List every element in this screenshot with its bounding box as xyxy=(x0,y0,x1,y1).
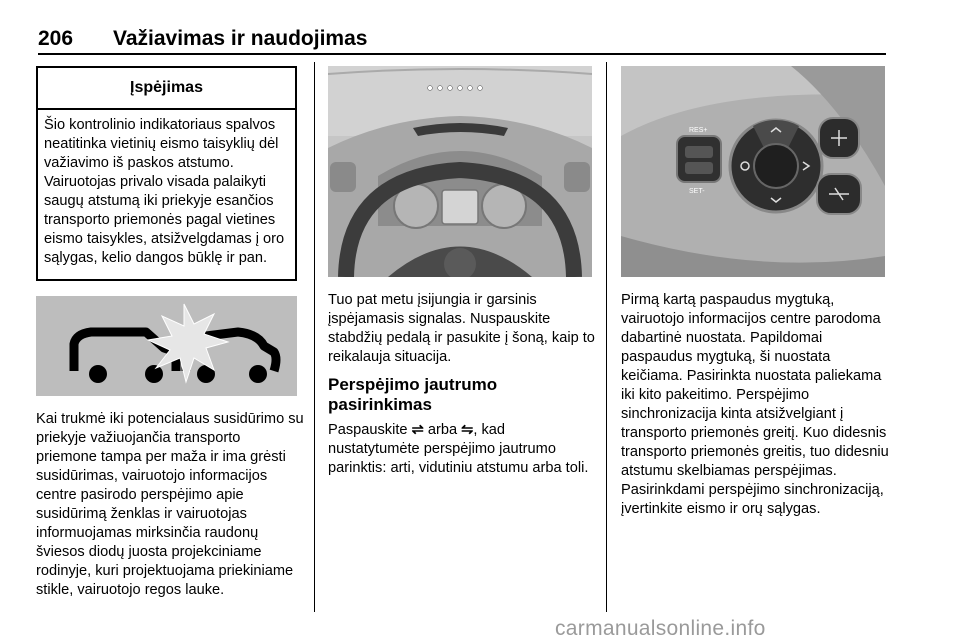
paragraph2-text-start: Paspauskite xyxy=(328,422,408,438)
page-title: Važiavimas ir naudojimas xyxy=(113,27,368,50)
paragraph2-text-end: , kad nustatytumėte perspėjimo jautrumo parinktis: arti, vidutiniu atstumu arba toli. xyxy=(328,422,589,476)
column1-paragraph: Kai trukmė iki potencialaus susidūrimo su priekyje važiuojančia transporto priemone tampa per maža ir ima grėsti susidūrimas, vairuotojo informacijos centre pasirodo perspėjimo apie susidūrimą ženklas ir vairuotojas informuojamas mirksinčia raudonų šviesos diodų juosta projekciniame rodinyje, kuri projektuojama priekiniame stikle, vairuotojo regos lauke. xyxy=(36,411,304,598)
res-plus-label: RES+ xyxy=(689,127,708,134)
footer-watermark: carmanualsonline.info xyxy=(555,617,766,640)
warning-text: Šio kontrolinio indikatoriaus spalvos neatitinka vietinių eismo taisyklių dėl važiavimo iš paskos atstumo. Vairuotojas privalo visada palaikyti saugų atstumą iki priekyje esančios transporto priemonės pagal vietines eismo taisykles, atsižvelgdamas į oro sąlygas, kelio dangos būklę ir pan. xyxy=(44,117,285,266)
page-number: 206 xyxy=(38,27,74,50)
collision-warning-icon xyxy=(36,296,297,396)
paragraph2-text-or: arba xyxy=(427,422,458,438)
column3-paragraph: Pirmą kartą paspaudus mygtuką, vairuotojo informacijos centre parodoma dabartinė nuostata. Papildomai paspaudus mygtuką, ši nuostata keičiama. Pasirinkta nuostata paliekama iki kito pakeitimo. Perspėjimo sinchronizacija kinta atsižvelgiant į transporto priemonės greitį. Kuo didesnis transporto priemonės greitis, tuo didesniu atstumu skelbiamas perspėjimas. Pasirinkdami perspėjimo sinchronizaciją, įvertinkite eismo ir orų sąlygas. xyxy=(621,292,889,517)
head-up-display-figure xyxy=(328,66,592,277)
section-heading: Perspėjimo jautrumo pasirinkimas xyxy=(328,375,498,414)
column2-paragraph1: Tuo pat metu įsijungia ir garsinis įspėjamasis signalas. Nuspauskite stabdžių pedalą ir pasukite į šoną, kaip to reikalauja situacija. xyxy=(328,292,595,365)
header-rule xyxy=(38,53,886,55)
distance-minus-icon: ⇋ xyxy=(461,422,474,438)
steering-wheel-buttons-figure xyxy=(621,66,885,277)
column2-paragraph2 xyxy=(328,421,596,478)
column2-content xyxy=(328,291,596,478)
warning-box xyxy=(36,66,297,281)
collision-warning-figure xyxy=(36,296,297,396)
dashboard-illustration xyxy=(328,66,592,277)
column-divider-1 xyxy=(314,62,315,612)
column-divider-2 xyxy=(606,62,607,612)
distance-plus-icon: ⇌ xyxy=(411,422,424,438)
warning-title: Įspėjimas xyxy=(38,68,295,110)
set-minus-label: SET- xyxy=(689,188,705,195)
steering-wheel-controls-illustration xyxy=(621,66,885,277)
